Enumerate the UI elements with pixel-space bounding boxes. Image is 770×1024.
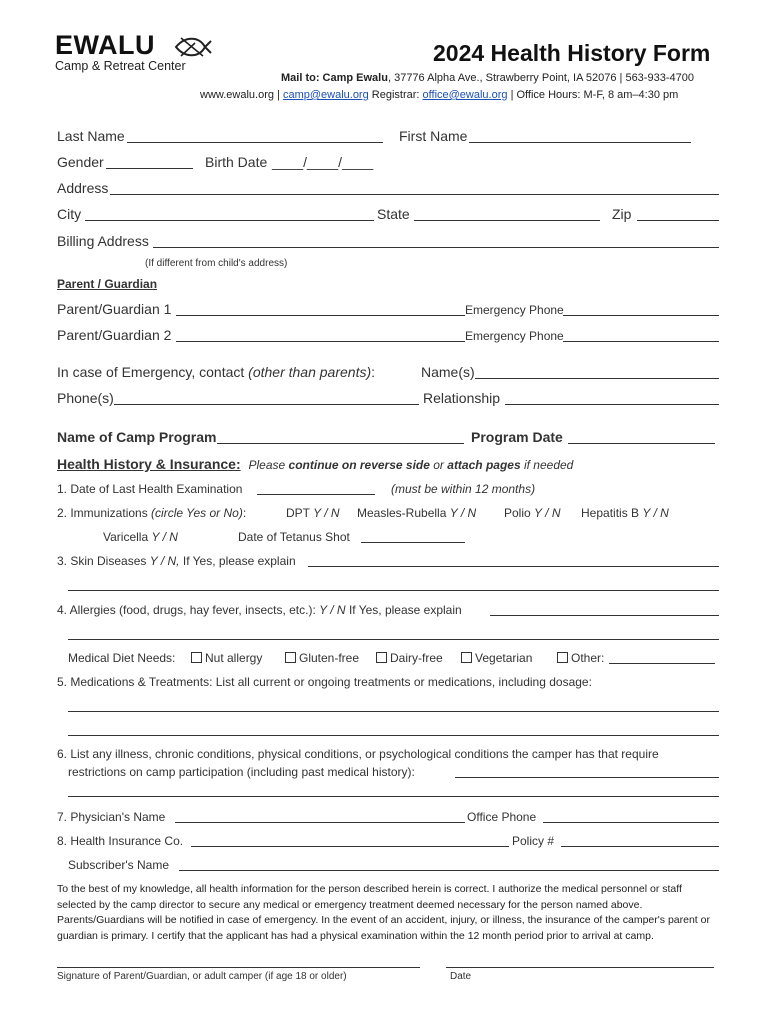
q5-field-2[interactable] [68, 735, 719, 736]
zip-field[interactable] [637, 220, 719, 221]
measles-rubella-option[interactable]: Measles-Rubella Y / N [357, 506, 477, 520]
office-phone-label: Office Phone [467, 810, 537, 824]
parent-2-phone-label: Emergency Phone [465, 329, 564, 343]
names-field[interactable] [475, 378, 719, 379]
q3-label: 3. Skin Diseases Y / N, If Yes, please explain [57, 554, 296, 568]
address-field[interactable] [110, 194, 719, 195]
camp-program-field[interactable] [217, 443, 464, 444]
office-phone-field[interactable] [543, 822, 719, 823]
q1-label: 1. Date of Last Health Examination [57, 482, 243, 496]
q4-field[interactable] [490, 615, 719, 616]
address-label: Address [57, 180, 109, 196]
checkbox-icon[interactable] [376, 652, 387, 663]
birth-date-field[interactable]: ____/____/____ [272, 154, 374, 170]
q1-note: (must be within 12 months) [391, 482, 536, 496]
q3-field-2[interactable] [68, 590, 719, 591]
parent-2-label: Parent/Guardian 2 [57, 327, 172, 343]
gender-field[interactable] [106, 168, 193, 169]
q6-label-2: restrictions on camp participation (including past medical history): [68, 765, 415, 779]
emergency-contact-label: In case of Emergency, contact (other than parents): [57, 364, 376, 380]
q6-field-2[interactable] [68, 796, 719, 797]
relationship-label: Relationship [423, 390, 501, 406]
diet-vegetarian[interactable]: Vegetarian [461, 651, 532, 665]
q5-field[interactable] [68, 711, 719, 712]
consent-paragraph: To the best of my knowledge, all health information for the person described herein is correct. I authorize the medical personnel or staff selected by the camp director to secure any medical or emergency treatment deemed necessary for the person named above. Parents/Guardians will be notified in case of emergency. In the event of an accident, injury, or illness, the insurance of the camper's parent or guardian is primary. I certify that the applicant has had a physical examination within the 12 month period prior to arrival at camp. [57, 883, 710, 942]
parent-1-field[interactable] [176, 315, 465, 316]
camp-program-label: Name of Camp Program [57, 429, 217, 445]
logo-name: EWALU [55, 30, 155, 60]
zip-label: Zip [612, 206, 632, 222]
policy-field[interactable] [561, 846, 719, 847]
program-date-label: Program Date [471, 429, 563, 445]
mail-line [281, 72, 694, 84]
parent-section-heading: Parent / Guardian [57, 277, 158, 291]
q2-label: 2. Immunizations (circle Yes or No): [57, 506, 247, 520]
last-name-label: Last Name [57, 128, 125, 144]
mail-address: , 37776 Alpha Ave., Strawberry Point, IA 52076 | 563-933-4700 [387, 72, 694, 84]
parent-1-phone-field[interactable] [563, 315, 719, 316]
billing-address-label: Billing Address [57, 233, 149, 249]
physician-label: 7. Physician's Name [57, 810, 166, 824]
fish-cross-icon [173, 34, 213, 60]
checkbox-icon[interactable] [557, 652, 568, 663]
date-field[interactable] [446, 967, 714, 968]
web-line [200, 89, 678, 101]
relationship-field[interactable] [505, 404, 719, 405]
policy-label: Policy # [512, 834, 555, 848]
state-field[interactable] [414, 220, 600, 221]
polio-option[interactable]: Polio Y / N [504, 506, 561, 520]
date-label: Date [450, 971, 472, 982]
varicella-option[interactable]: Varicella Y / N [103, 530, 178, 544]
health-section-heading: Health History & Insurance: Please continue on reverse side or attach pages if needed [57, 456, 574, 472]
diet-gluten-free[interactable]: Gluten-free [285, 651, 359, 665]
birth-date-label: Birth Date [205, 154, 268, 170]
q5-label: 5. Medications & Treatments: List all current or ongoing treatments or medications, including dosage: [57, 675, 592, 689]
mail-label: Mail to: Camp Ewalu [281, 72, 388, 84]
diet-dairy-free[interactable]: Dairy-free [376, 651, 443, 665]
phones-label: Phone(s) [57, 390, 114, 406]
names-label: Name(s) [421, 364, 475, 380]
physician-field[interactable] [175, 822, 465, 823]
first-name-label: First Name [399, 128, 468, 144]
camp-email-link[interactable]: camp@ewalu.org [282, 89, 369, 101]
checkbox-icon[interactable] [285, 652, 296, 663]
q4-label: 4. Allergies (food, drugs, hay fever, insects, etc.): Y / N If Yes, please explain [57, 603, 462, 617]
billing-address-field[interactable] [153, 247, 719, 248]
gender-label: Gender [57, 154, 104, 170]
diet-other-field[interactable] [609, 663, 715, 664]
insurance-label: 8. Health Insurance Co. [57, 834, 184, 848]
signature-field[interactable] [57, 967, 420, 968]
q3-field[interactable] [308, 566, 719, 567]
checkbox-icon[interactable] [191, 652, 202, 663]
diet-nut-allergy[interactable]: Nut allergy [191, 651, 262, 665]
tetanus-field[interactable] [361, 542, 465, 543]
office-hours: | Office Hours: M-F, 8 am–4:30 pm [510, 89, 679, 101]
phones-field[interactable] [114, 404, 419, 405]
dpt-option[interactable]: DPT Y / N [286, 506, 340, 520]
q4-field-2[interactable] [68, 639, 719, 640]
last-name-field[interactable] [127, 142, 383, 143]
q6-field[interactable] [455, 777, 719, 778]
diet-label: Medical Diet Needs: [68, 651, 176, 665]
first-name-field[interactable] [469, 142, 691, 143]
office-email-link[interactable]: office@ewalu.org [422, 89, 508, 101]
q6-label-1: 6. List any illness, chronic conditions, physical conditions, or psychological conditions the camper has that require [57, 747, 659, 761]
subscriber-field[interactable] [179, 870, 719, 871]
website[interactable]: www.ewalu.org | [200, 89, 280, 101]
diet-other[interactable]: Other: [557, 651, 604, 665]
parent-1-phone-label: Emergency Phone [465, 303, 564, 317]
logo-tagline: Camp & Retreat Center [55, 59, 186, 73]
state-label: State [377, 206, 410, 222]
logo [55, 30, 186, 73]
parent-2-phone-field[interactable] [563, 341, 719, 342]
hepatitis-b-option[interactable]: Hepatitis B Y / N [581, 506, 669, 520]
tetanus-label: Date of Tetanus Shot [238, 530, 350, 544]
city-label: City [57, 206, 82, 222]
q1-field[interactable] [257, 494, 375, 495]
parent-1-label: Parent/Guardian 1 [57, 301, 172, 317]
insurance-field[interactable] [191, 846, 509, 847]
subscriber-label: Subscriber's Name [68, 858, 169, 872]
program-date-field[interactable] [568, 443, 715, 444]
city-field[interactable] [85, 220, 374, 221]
billing-note: (If different from child's address) [145, 258, 288, 269]
signature-label: Signature of Parent/Guardian, or adult camper (if age 18 or older) [57, 971, 347, 982]
checkbox-icon[interactable] [461, 652, 472, 663]
page-title: 2024 Health History Form [433, 40, 711, 66]
registrar-label: Registrar: [371, 89, 420, 101]
parent-2-field[interactable] [176, 341, 465, 342]
